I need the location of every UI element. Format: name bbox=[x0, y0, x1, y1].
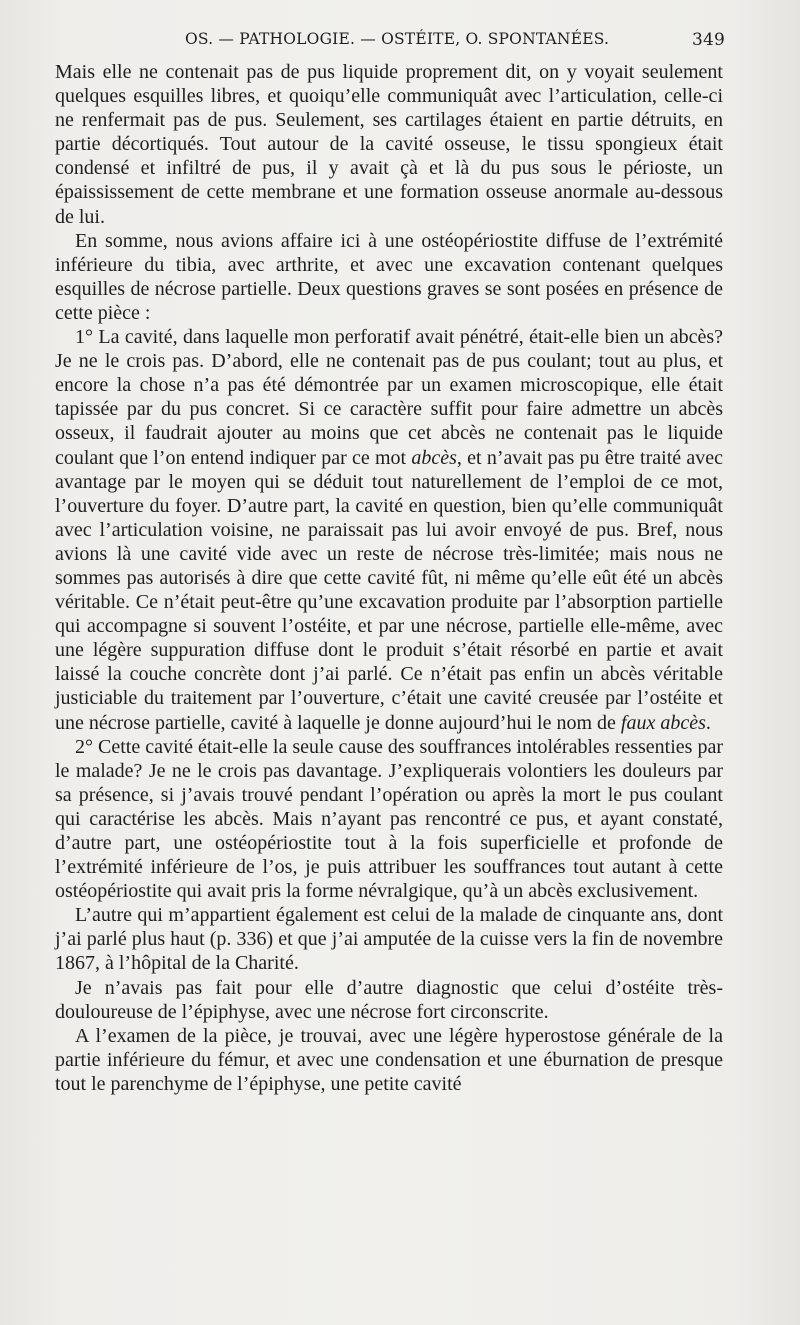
page-number: 349 bbox=[691, 30, 725, 50]
paragraph: A l’examen de la pièce, je trouvai, avec une légère hyperostose générale de la partie inférieure du fémur, et avec une condensation et une éburnation de presque tout le parenchyme de l’épiphyse, une petite cavité bbox=[55, 1024, 723, 1095]
paragraph: Je n’avais pas fait pour elle d’autre diagnostic que celui d’ostéite très-douloureuse de l’épiphyse, avec une nécrose fort circonscrite. bbox=[55, 976, 723, 1023]
paragraph: Mais elle ne contenait pas de pus liquide proprement dit, on y voyait seulement quelques esquilles libres, et quoiqu’elle communiquât avec l’articulation, celle-ci ne renfermait pas de pus. Seulement, ses cartilages étaient en partie détruits, en partie décortiqués. Tout autour de la cavité osseuse, le tissu spongieux était condensé et infiltré de pus, il y avait çà et là du pus sous le périoste, un épaississement de cette membrane et une formation osseuse anormale au-dessous de lui. bbox=[55, 61, 723, 228]
paragraph: 1° La cavité, dans laquelle mon perforatif avait pénétré, était-elle bien un abcès? Je ne le crois pas. D’abord, elle ne contenait pas de pus coulant; tout au plus, et encore la chose n’a pas été démontrée par un examen microscopique, elle était tapissée par du pus concret. Si ce caractère suffit pour faire admettre un abcès osseux, il faudrait ajouter au moins que cet abcès ne contenait pas le liquide coulant que l’on entend indiquer par ce mot abcès, et n’avait pas pu être traité avec avantage par le moyen qui se déduit tout naturellement de l’emploi de ce mot, l’ouverture du foyer. D’autre part, la cavité en question, bien qu’elle communiquât avec l’articulation voisine, ne paraissait pas lui avoir envoyé de pus. Bref, nous avions là une cavité vide avec un reste de nécrose très-limitée; mais nous ne sommes pas autorisés à dire que cette cavité fût, ni même qu’elle eût été un abcès véritable. Ce n’était peut-être qu’une excavation produite par l’absorption partielle qui accompagne si souvent l’ostéite, et par une nécrose, partielle elle-même, avec une légère suppuration diffuse dont le produit s’était résorbé en partie et avait laissé la couche concrète dont j’ai parlé. Ce n’était pas enfin un abcès véritable justiciable du traitement par l’ouverture, c’était une cavité creusée par l’ostéite et une nécrose partielle, cavité à laquelle je donne aujourd’hui le nom de faux abcès. bbox=[55, 326, 724, 734]
italic-term: faux abcès bbox=[620, 711, 706, 734]
running-title: OS. — PATHOLOGIE. — OSTÉITE, O. SPONTANÉES. bbox=[185, 30, 610, 48]
running-header bbox=[55, 30, 725, 54]
paragraph: L’autre qui m’appartient également est celui de la malade de cinquante ans, dont j’ai parlé plus haut (p. 336) et que j’ai amputée de la cuisse vers la fin de novembre 1867, à l’hôpital de la Charité. bbox=[55, 904, 723, 975]
italic-term: abcès bbox=[411, 446, 457, 469]
paragraph: 2° Cette cavité était-elle la seule cause des souffrances intolérables ressenties par le malade? Je ne le crois pas davantage. J’expliquerais volontiers les douleurs par sa présence, si j’avais trouvé pendant l’opération ou après la mort le pus coulant qui caractérise les abcès. Mais n’ayant pas rencontré ce pus, et ayant constaté, d’autre part, une ostéopériostite tout à la fois superficielle et profonde de l’extrémité inférieure de l’os, je puis attribuer les souffrances tout autant à cette ostéopériostite qui avait pris la forme névralgique, qu’à un abcès exclusivement. bbox=[55, 735, 723, 903]
paragraph: En somme, nous avions affaire ici à une ostéopériostite diffuse de l’extrémité inférieure du tibia, avec arthrite, et avec une excavation contenant quelques esquilles de nécrose partielle. Deux questions graves se sont posées en présence de cette pièce : bbox=[55, 229, 723, 324]
body-text bbox=[55, 60, 723, 1096]
